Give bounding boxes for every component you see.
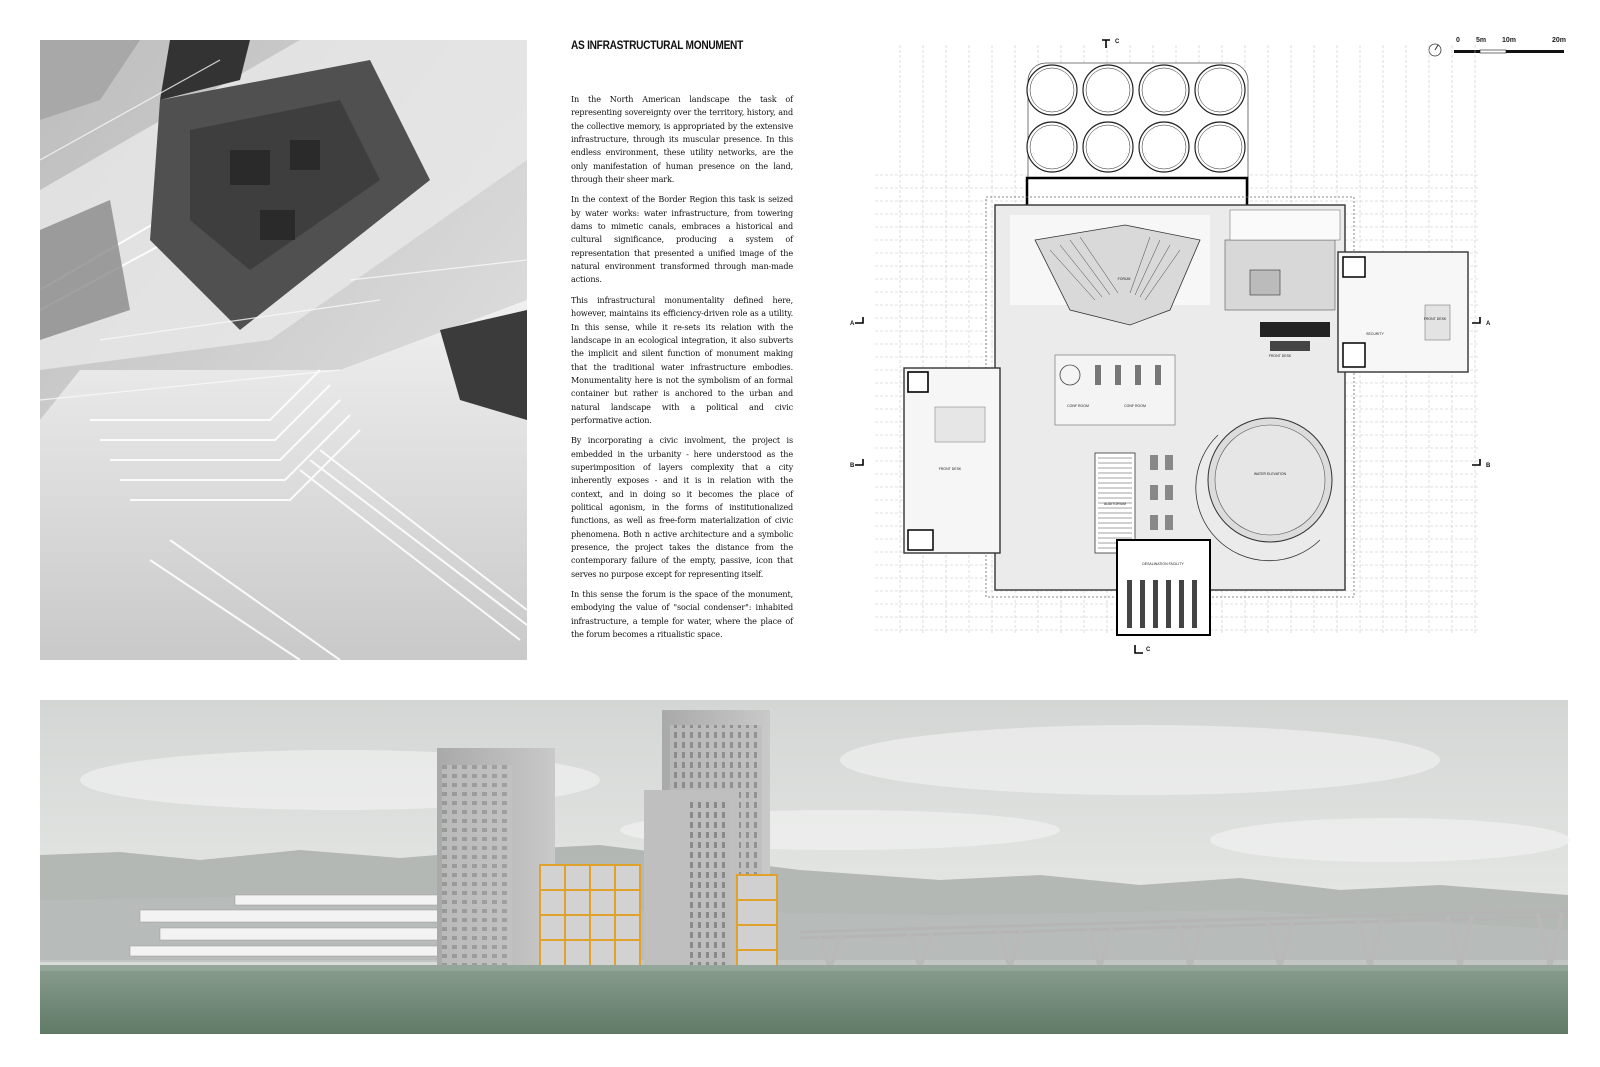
room-label-desalination: DESALINATION FACILITY [1142,562,1184,566]
scale-label-5m: 5m [1476,37,1487,44]
section-marker-b-right: B [1486,463,1491,469]
section-marker-b-left: B [850,463,855,469]
loading-bay [1127,580,1132,628]
left-wing [904,368,1000,553]
scale-label-20m: 20m [1552,37,1567,44]
page-title: AS INFRASTRUCTURAL MONUMENT [571,40,744,52]
loading-bay [1192,580,1197,628]
room-label-forum: FORUM [1117,277,1131,281]
room-label-front-desk-left: FRONT DESK [938,467,962,471]
scale-label-10m: 10m [1502,37,1517,44]
loading-bay [1179,580,1184,628]
room-label-front-desk-center: FRONT DESK [1268,354,1292,358]
section-marker-c-top: C [1115,39,1120,45]
room-label-auditorium: AUDITORIUM [1103,502,1127,506]
scale-label-0: 0 [1456,37,1460,44]
room-label-conf-room-1: CONF ROOM [1067,404,1089,408]
paragraph-3: This infrastructural monumentality defined here, however, maintains its efficiency-driven role as a utility. In this sense, while it re-sets its relation with the landscape in an ecological integration, it also subverts the implicit and silent function of monument making that the traditional water infrastructure embodies. Monumentality here is not the symbolism of an formal container but rather is anchored to the urban and natural landscape with a political and civic performative action. [571,294,793,425]
model-photo [40,40,527,660]
tank-service-room [1027,178,1247,206]
room-label-security: SECURITY [1366,332,1384,336]
loading-bay [1153,580,1158,628]
loading-bay [1140,580,1145,628]
paragraph-1: In the North American landscape the task of representing sovereignty over the territory, history, and the collective memory, is appropriated by the extensive infrastructure, through its muscular presence. In this endless environment, these utility networks, are the only manifestation of human presence on the land, through their sheer mark. [571,94,793,185]
paragraph-4: By incorporating a civic involment, the project is embedded in the urbanity - here understood as the superimposition of layers complexity that a city inherently exposes - and it is in relation with the context, and in doing so it becomes the place of political agonism, in the forms of institutionalized functions, as well as free-form materialization of civic phenomena. Both n active architecture and a symbolic presence, the project takes the distance from the contemporary failure of the empty, passive, icon that serves no purpose except for representing itself. [571,435,793,579]
floor-plan [850,35,1570,675]
section-marker-a-left: A [850,321,855,327]
perspective-rendering [40,700,1568,1034]
room-label-front-desk-right: FRONT DESK [1423,317,1447,321]
text-column [571,40,793,648]
paragraph-5: In this sense the forum is the space of the monument, embodying the value of "social condenser": inhabited infrastructure, a temple for water, where the place of the forum becomes a ritualistic space. [571,589,793,640]
room-label-water-elevation: WATER ELEVATION [1253,472,1287,476]
grass-field [40,965,1568,1034]
section-marker-a-right: A [1486,321,1491,327]
section-marker-c-bottom: C [1146,647,1151,653]
room-label-main-containers: MAIN CONTAINERS [1268,327,1302,331]
paragraph-2: In the context of the Border Region this task is seized by water works: water infrastructure, from towering dams to mimetic canals, embraces a historical and cultural significance, producing a system of representation that presented a unified image of the natural environment transformed through man-made actions. [571,194,793,285]
room-label-conf-room-2: CONF ROOM [1124,404,1146,408]
scaffold-block-right [737,875,777,970]
loading-bay [1166,580,1171,628]
